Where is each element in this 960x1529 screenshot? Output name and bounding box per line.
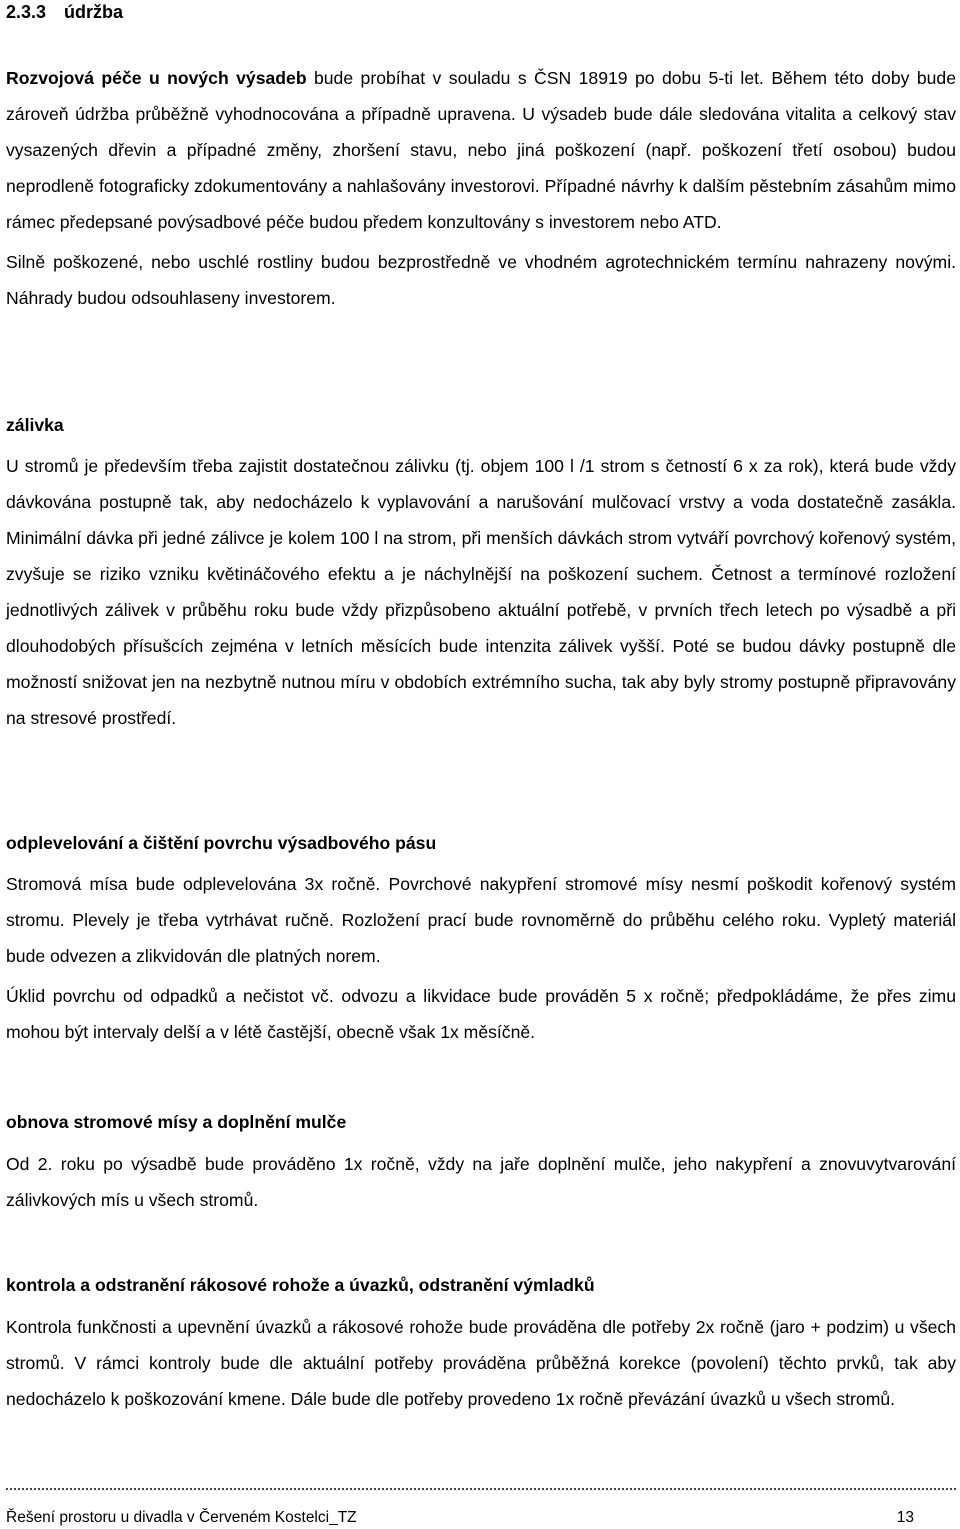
- footer-divider: [6, 1488, 956, 1490]
- obnova-paragraph: Od 2. roku po výsadbě bude prováděno 1x ročně, vždy na jaře doplnění mulče, jeho nakypření a znovuvytvarování zálivkových mís u všech stromů.: [6, 1154, 956, 1210]
- zalivka-heading: zálivka: [6, 415, 64, 435]
- footer-document-title: Řešení prostoru u divadla v Červeném Kostelci_TZ: [6, 1509, 357, 1526]
- section-title: údržba: [64, 2, 124, 22]
- footer-page-number: 13: [896, 1509, 914, 1526]
- intro-paragraph-1-text: bude probíhat v souladu s ČSN 18919 po dobu 5-ti let. Během této doby bude zároveň údržba průběžně vyhodnocována a případně upravena. U výsadeb bude dále sledována vitalita a celkový stav vysazených dřevin a případné změny, zhoršení stavu, nebo jiná poškození (např. poškození třetí osobou) budou neprodleně fotograficky zdokumentovány a nahlašovány investorovi. Případné návrhy k dalším pěstebním zásahům mimo rámec předepsané povýsadbové péče budou předem konzultovány s investorem nebo ATD.: [6, 68, 956, 232]
- kontrola-paragraph: Kontrola funkčnosti a upevnění úvazků a rákosové rohože bude prováděna dle potřeby 2x ročně (jaro + podzim) u všech stromů. V rámci kontroly bude dle aktuální potřeby prováděna průběžná korekce (povolení) těchto prvků, tak aby nedocházelo k poškozování kmene. Dále bude dle potřeby provedeno 1x ročně převázání úvazků u všech stromů.: [6, 1317, 956, 1409]
- odplevelovani-paragraph-2: Úklid povrchu od odpadků a nečistot vč. odvozu a likvidace bude prováděn 5 x ročně; předpokládáme, že přes zimu mohou být intervaly delší a v létě častější, obecně však 1x měsíčně.: [6, 986, 956, 1042]
- odplevelovani-heading: odplevelování a čištění povrchu výsadbového pásu: [6, 833, 437, 853]
- intro-paragraph-1: [6, 60, 956, 240]
- zalivka-block: [6, 448, 956, 736]
- obnova-block: [6, 1146, 956, 1218]
- odplevelovani-paragraph-1: Stromová mísa bude odplevelována 3x ročně. Povrchové nakypření stromové mísy nesmí poškodit kořenový systém stromu. Plevely je třeba vytrhávat ručně. Rozložení prací bude rovnoměrně do průběhu celého roku. Vypletý materiál bude odvezen a zlikvidován dle platných norem.: [6, 874, 956, 966]
- intro-block: [6, 60, 956, 316]
- section-heading: [6, 0, 123, 24]
- kontrola-heading: kontrola a odstranění rákosové rohože a úvazků, odstranění výmladků: [6, 1275, 595, 1295]
- obnova-heading: obnova stromové mísy a doplnění mulče: [6, 1112, 347, 1132]
- odplevelovani-block: [6, 866, 956, 1050]
- kontrola-block: [6, 1309, 956, 1417]
- section-number: 2.3.3: [6, 2, 47, 22]
- intro-lead: Rozvojová péče u nových výsadeb: [6, 68, 307, 88]
- intro-paragraph-2: Silně poškozené, nebo uschlé rostliny budou bezprostředně ve vhodném agrotechnickém termínu nahrazeny novými. Náhrady budou odsouhlaseny investorem.: [6, 252, 956, 308]
- zalivka-paragraph: U stromů je především třeba zajistit dostatečnou zálivku (tj. objem 100 l /1 strom s četností 6 x za rok), která bude vždy dávkována postupně tak, aby nedocházelo k vyplavování a narušování mulčovací vrstvy a voda dostatečně zasákla. Minimální dávka při jedné zálivce je kolem 100 l na strom, při menších dávkách strom vytváří povrchový kořenový systém, zvyšuje se riziko vzniku květináčového efektu a je náchylnější na poškození suchem. Četnost a termínové rozložení jednotlivých zálivek v průběhu roku bude vždy přizpůsobeno aktuální potřebě, v prvních třech letech po výsadbě a při dlouhodobých přísušcích zejména v letních měsících bude intenzita zálivek vyšší. Poté se budou dávky postupně dle možností snižovat jen na nezbytně nutnou míru v obdobích extrémního sucha, tak aby byly stromy postupně připravovány na stresové prostředí.: [6, 456, 956, 728]
